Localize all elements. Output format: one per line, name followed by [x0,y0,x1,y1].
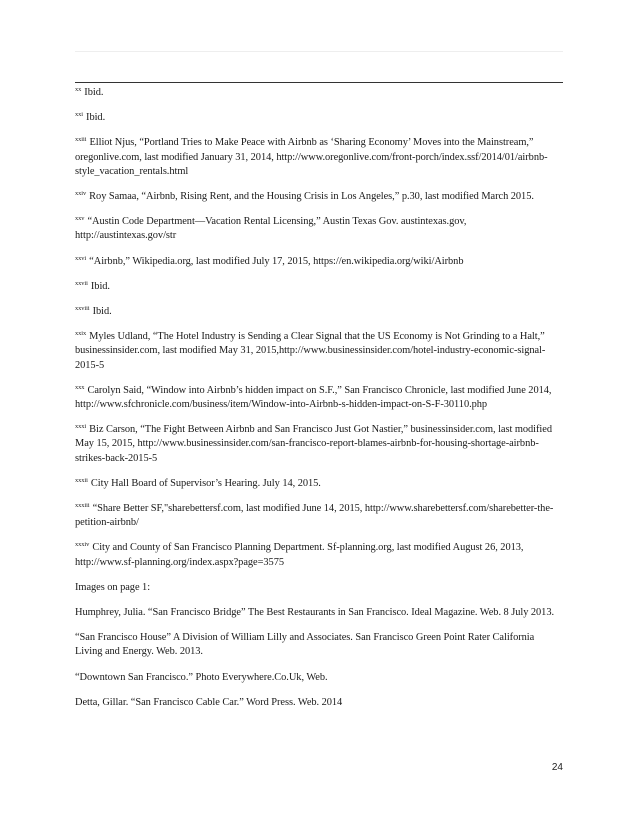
footnote-marker: xx [75,86,82,93]
footnote-marker: xxviii [75,305,90,313]
footnote-text: Biz Carson, “The Fight Between Airbnb and San Francisco Just Got Nastier,” businessinsider.com, last modified May 15, 2015, http://www.businessinsider.com/san-francisco-report-blames-airbnb-for-housing-shortage-airbnb-strikes-back-2015-5 [75,424,552,464]
footnote-text: Ibid. [92,306,112,318]
footnote-text: Carolyn Said, “Window into Airbnb’s hidden impact on S.F.,” San Francisco Chronicle, last modified June 2014, http://www.sfchronicle.com/business/item/Window-into-Airbnb-s-hidden-impact-on-S-F-30110.php [75,384,552,411]
footnote-marker: xxvii [75,279,88,287]
footnote-text: “Share Better SF,"sharebettersf.com, last modified June 14, 2015, http://www.sharebettersf.com/sharebetter-the-petition-airbnb/ [75,503,554,529]
footnote-marker: xxx [75,383,85,391]
footnote-marker: xxiv [75,190,87,198]
footnote-text: City Hall Board of Supervisor’s Hearing. July 14, 2015. [90,477,321,489]
footnote-marker: xxvi [75,254,87,262]
footnote [75,190,563,204]
footnote-marker: xxix [75,330,87,338]
image-citation: “Downtown San Francisco.” Photo Everywhere.Co.Uk, Web. [75,671,328,683]
footnote [75,502,563,530]
image-citation: “San Francisco House” A Division of William Lilly and Associates. San Francisco Green Point Rater California Living and Energy. Web. 2013. [75,632,535,658]
footnote-text: Ibid. [84,87,104,98]
footnote [75,541,563,569]
footnote [75,423,563,466]
endnotes-section [75,86,563,721]
footnote-text: Elliot Njus, “Portland Tries to Make Peace with Airbnb as ‘Sharing Economy’ Moves into the Mainstream,” oregonlive.com, last modified January 31, 2014, http://www.oregonlive.com/front-porch/index.ssf/2014/01/airbnb-style_vacation_rentals.html [75,137,548,177]
footnote-marker: xxv [75,215,85,223]
page-number: 24 [551,762,563,773]
footnote [75,255,563,269]
footnote-marker: xxi [75,111,84,119]
footnote-text: Ibid. [90,280,110,292]
footnote-marker: xxxii [75,476,88,484]
footnote [75,330,563,373]
header-divider [75,51,563,52]
footnote-text: Roy Samaa, “Airbnb, Rising Rent, and the Housing Crisis in Los Angeles,” p.30, last modified March 2015. [89,191,534,203]
footnote [75,136,563,179]
footnote [75,477,563,491]
footnote [75,111,563,125]
footnote-separator [75,82,563,83]
footnote-text: “Airbnb,” Wikipedia.org, last modified July 17, 2015, https://en.wikipedia.org/wiki/Airbnb [89,255,464,267]
footnote-text: City and County of San Francisco Planning Department. Sf-planning.org, last modified August 26, 2013, http://www.sf-planning.org/index.aspx?page=3575 [75,542,524,568]
images-heading: Images on page 1: [75,581,151,593]
footnote-text: Ibid. [86,112,106,124]
footnote [75,86,563,100]
footnote-marker: xxxiii [75,502,90,510]
footnote-marker: xxxiv [75,541,90,549]
footnote [75,305,563,319]
footnote-marker: xxiii [75,136,87,144]
footnote-text: “Austin Code Department—Vacation Rental Licensing,” Austin Texas Gov. austintexas.gov, http://austintexas.gov/str [75,216,467,242]
footnote [75,384,563,412]
footnote [75,215,563,243]
image-citation: Humphrey, Julia. “San Francisco Bridge” The Best Restaurants in San Francisco. Ideal Magazine. Web. 8 July 2013. [75,607,555,619]
footnote [75,280,563,294]
footnote-marker: xxxi [75,423,87,431]
image-citation: Detta, Gillar. “San Francisco Cable Car.” Word Press. Web. 2014 [75,696,343,708]
footnote-text: Myles Udland, “The Hotel Industry is Sending a Clear Signal that the US Economy is Not Grinding to a Halt,” businessinsider.com, last modified May 31, 2015,http://www.businessinsider.com/hotel-industry-economic-signal-2015-5 [75,331,546,371]
